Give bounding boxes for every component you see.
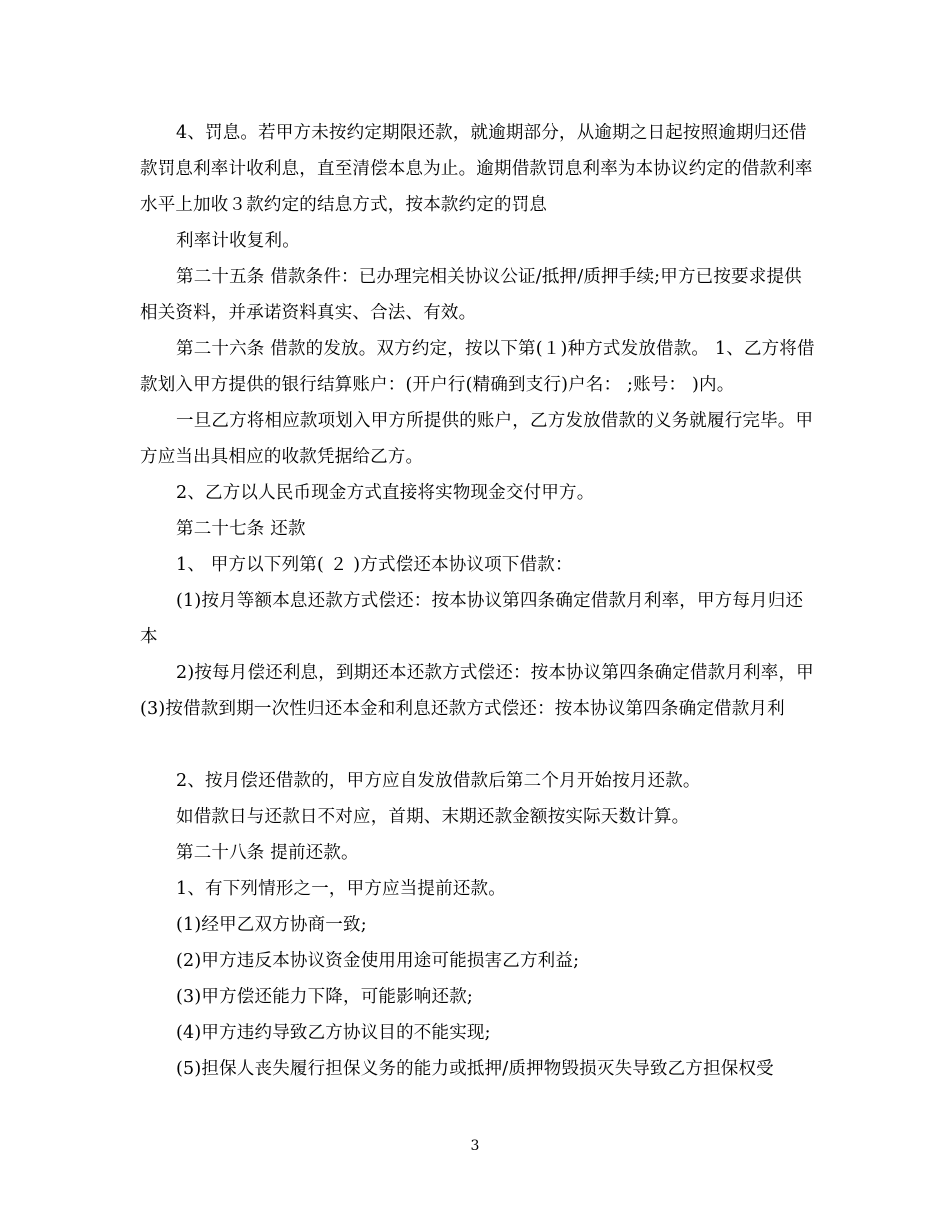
heading-article-28: 第二十八条 提前还款。 [176, 843, 359, 863]
paragraph-compound-interest: 利率计收复利。 [176, 231, 300, 251]
paragraph-day-mismatch: 如借款日与还款日不对应，首期、末期还款金额按实际天数计算。 [176, 807, 690, 827]
paragraph-article-25: 第二十五条 借款条件：已办理完相关协议公证/抵押/质押手续;甲方已按要求提供相关资料，并承诺资料真实、合法、有效。 [140, 267, 802, 323]
paragraph-disbursement-complete: 一旦乙方将相应款项划入甲方所提供的账户，乙方发放借款的义务就履行完毕。甲方应当出具相应的收款凭据给乙方。 [140, 411, 814, 467]
paragraph-article-26: 第二十六条 借款的发放。双方约定，按以下第(１)种方式发放借款。 1、乙方将借款划入甲方提供的银行结算账户：(开户行(精确到支行)户名： ;账号： )内。 [140, 339, 815, 395]
paragraph-equal-installments: (1)按月等额本息还款方式偿还：按本协议第四条确定借款月利率，甲方每月归还本 [140, 591, 804, 647]
paragraph-penalty-interest: 4、罚息。若甲方未按约定期限还款，就逾期部分，从逾期之日起按照逾期归还借款罚息利率计收利息，直至清偿本息为止。逾期借款罚息利率为本协议约定的借款利率水平上加收３款约定的结息方式，按本款约定的罚息 [140, 123, 813, 215]
paragraph-monthly-start: 2、按月偿还借款的，甲方应自发放借款后第二个月开始按月还款。 [176, 771, 701, 791]
page-number: 3 [470, 1138, 480, 1154]
list-item-case-3: (3)甲方偿还能力下降，可能影响还款; [176, 987, 473, 1007]
list-item-case-4: (4)甲方违约导致乙方协议目的不能实现; [176, 1023, 491, 1043]
paragraph-interest-then-principal: 2)按每月偿还利息，到期还本还款方式偿还：按本协议第四条确定借款月利率，甲(3)按借款到期一次性归还本金和利息还款方式偿还：按本协议第四条确定借款月利 [140, 663, 814, 719]
paragraph-repayment-method: 1、 甲方以下列第( ２ )方式偿还本协议项下借款： [176, 555, 573, 575]
list-item-case-2: (2)甲方违反本协议资金使用用途可能损害乙方利益; [176, 951, 580, 971]
list-item-case-5: (5)担保人丧失履行担保义务的能力或抵押/质押物毁损灭失导致乙方担保权受 [176, 1059, 774, 1079]
list-item-case-1: (1)经甲乙双方协商一致; [176, 915, 367, 935]
paragraph-early-repayment-cases: 1、有下列情形之一，甲方应当提前还款。 [176, 879, 506, 899]
heading-article-27: 第二十七条 还款 [176, 519, 306, 539]
paragraph-cash-delivery: 2、乙方以人民币现金方式直接将实物现金交付甲方。 [176, 483, 595, 503]
